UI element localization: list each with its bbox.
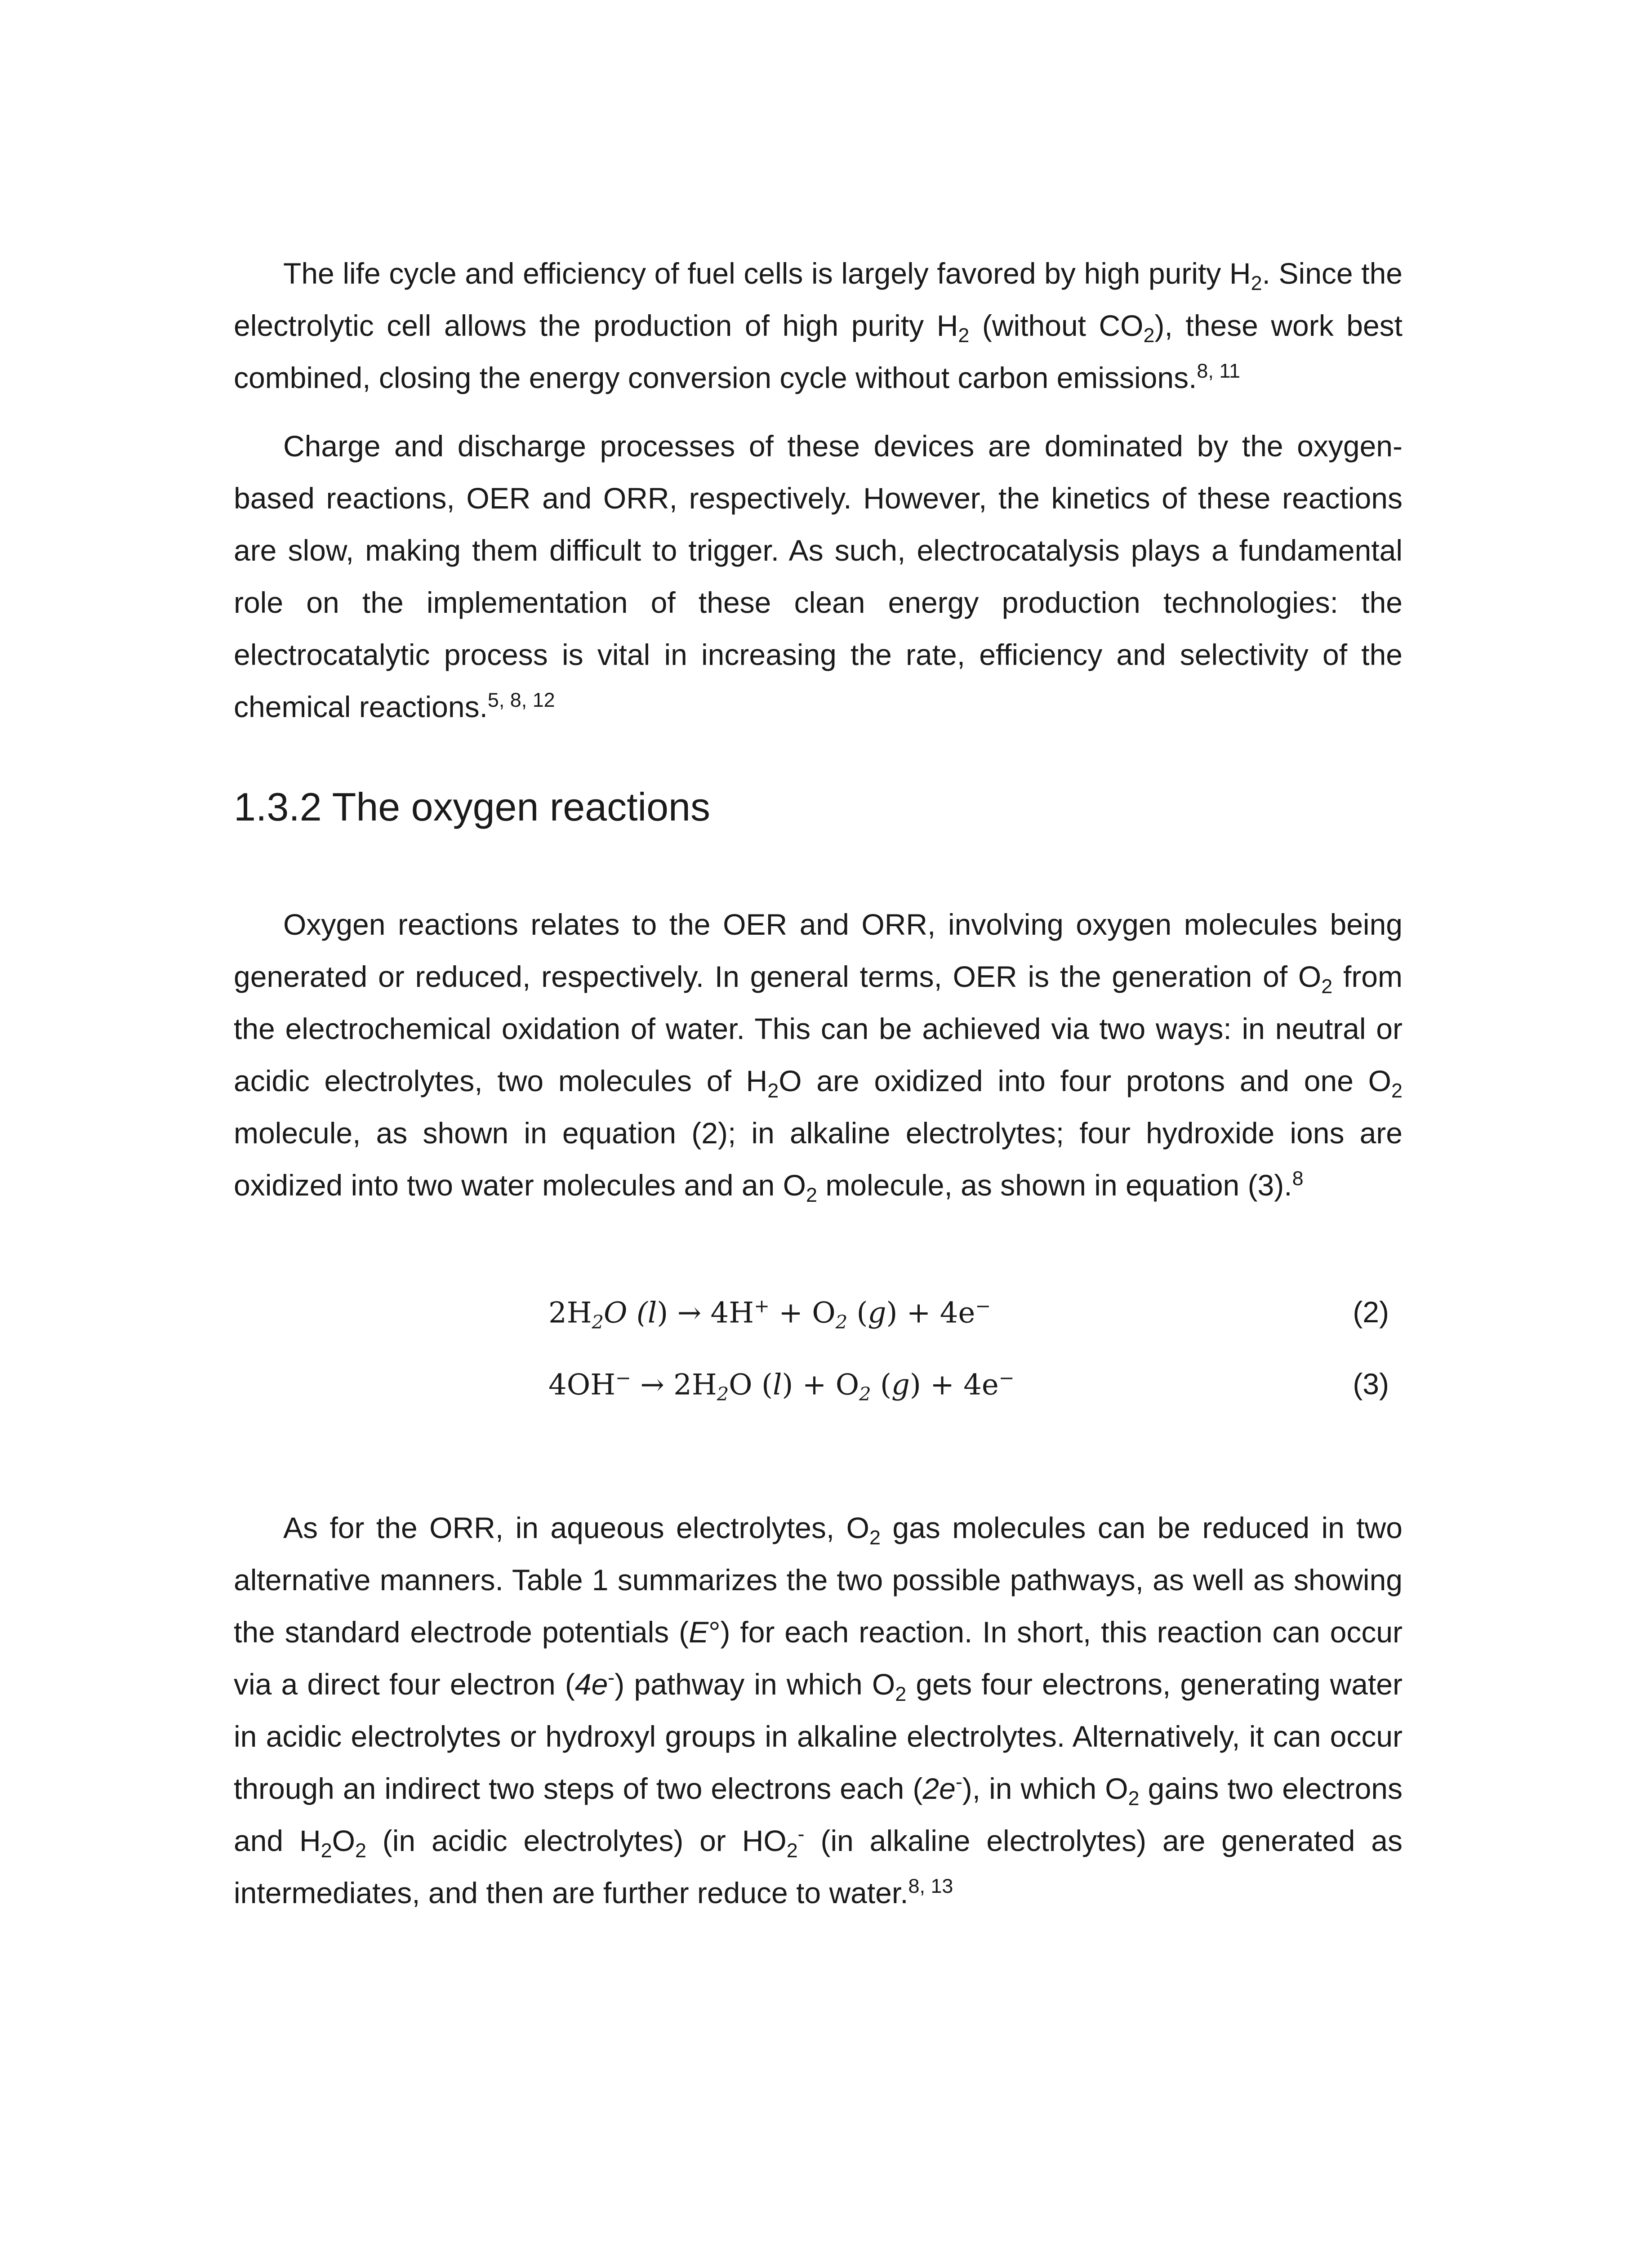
citation: 8 [1292,1167,1304,1190]
citation: 5, 8, 12 [487,688,555,711]
equation-expression: $2H_2O$ $(l) \to 4H^+ + O_2$ (g) + 4e− [548,1295,991,1334]
paragraph-electrocatalysis: Charge and discharge processes of these devices are dominated by the oxygen-based reactions, OER and ORR, respectively. However, the kinetics of these reactions are slow, making them difficult to trigger. As such, electrocatalysis plays a fundamental role on the implementation of these clean energy production technologies: the electrocatalytic process is vital in increasing the rate, efficiency and selectivity of the chemical reactions.$^{5, 8, 12}$ [234,429,1403,723]
equation-number: (2) [1353,1295,1389,1329]
equation-expression: $4OH^- \to 2H_2O$ $(l) + O_2$ (g) + 4e− [548,1367,1015,1405]
paragraph-fuel-cells: The life cycle and efficiency of fuel cells is largely favored by high purity $H_2$. Since the electrolytic cell allows the production of high purity $H_2$ (without $CO_2$), these work best combined, closing the energy conversion cycle without carbon emissions.$^{8, 11}$ [234,257,1403,394]
citation: 8, 13 [908,1874,953,1897]
paragraph-orr: As for the ORR, in aqueous electrolytes, $O_2$ gas molecules can be reduced in two alternative manners. Table 1 summarizes the two possible pathways, as well as showing the standard electrode potentials (E°) for each reaction. In short, this reaction can occur via a direct four electron (4e-) pathway in which $O_2$ gets four electrons, generating water in acidic electrolytes or hydroxyl groups in alkaline electrolytes. Alternatively, it can occur through an indirect two steps of two electrons each (2e-), in which $O_2$ gains two electrons and $H_2O_2$ (in acidic electrolytes) or $HO_2^-$ (in alkaline electrolytes) are generated as intermediates, and then are further reduce to water.$^{8, 13}$ [234,1511,1403,1909]
section-heading: 1.3.2 The oxygen reactions [234,785,710,829]
equation-2 [234,1290,1403,1340]
paragraph-oer: Oxygen reactions relates to the OER and ORR, involving oxygen molecules being generated or reduced, respectively. In general terms, OER is the generation of $O_2$ from the electrochemical oxidation of water. This can be achieved via two ways: in neutral or acidic electrolytes, two molecules of $H_2O$ are oxidized into four protons and one $O_2$ molecule, as shown in equation (2); in alkaline electrolytes; four hydroxide ions are oxidized into two water molecules and an $O_2$ molecule, as shown in equation (3).$^8$ [234,908,1403,1207]
equation-number: (3) [1353,1367,1389,1401]
equation-3 [234,1362,1403,1412]
citation: 8, 11 [1197,359,1240,382]
